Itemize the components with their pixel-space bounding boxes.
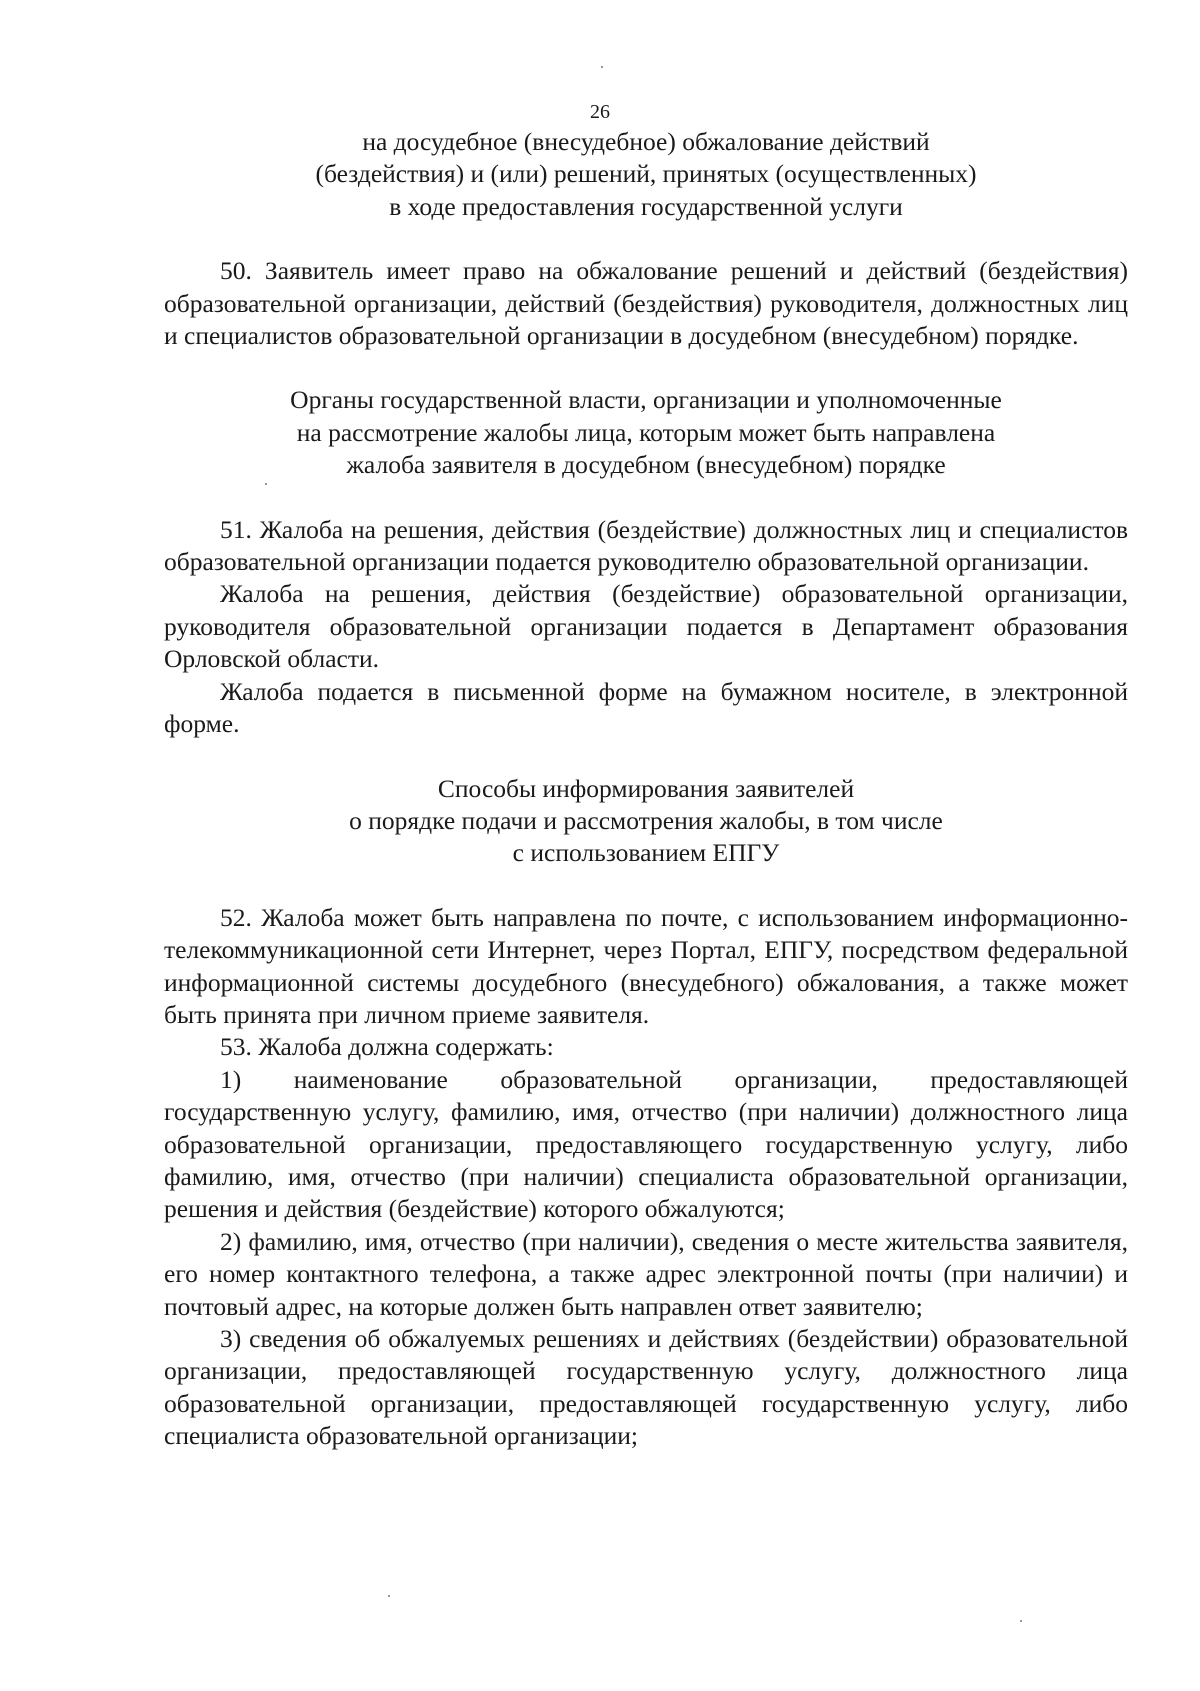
heading-line: Органы государственной власти, организации и уполномоченные <box>290 385 1002 415</box>
paragraph-53: 53. Жалоба должна содержать: <box>220 1032 554 1062</box>
heading-line: на рассмотрение жалобы лица, которым может быть направлена <box>296 417 996 447</box>
heading-line: в ходе предоставления государственной услуги <box>389 191 903 221</box>
section-heading-informing <box>164 773 1128 870</box>
paragraph-50: 50. Заявитель имеет право на обжалование решений и действий (бездействия) образовательной организации, действий (бездействия) руководителя, должностных лиц и специалистов образовательной организации в досудебном (внесудебном) порядке. <box>164 256 1128 351</box>
heading-line: жалоба заявителя в досудебном (внесудебном) порядке <box>346 450 946 480</box>
heading-line: (бездействия) и (или) решений, принятых (осуществленных) <box>315 159 977 189</box>
section-heading-authorities <box>164 384 1128 481</box>
list-item-2: 2) фамилию, имя, отчество (при наличии), сведения о месте жительства заявителя, его номер контактного телефона, а также адрес электронной почты (при наличии) и почтовый адрес, на которые должен быть направлен ответ заявителю; <box>164 1226 1128 1321</box>
paragraph-52: 52. Жалоба может быть направлена по почте, с использованием информационно-телекоммуникационной сети Интернет, через Портал, ЕПГУ, посредством федеральной информационной системы досудебного (внесудебного) обжалования, а также может быть принята при личном приеме заявителя. <box>164 902 1128 1029</box>
heading-line: на досудебное (внесудебное) обжалование действий <box>362 127 930 156</box>
scan-speck <box>388 1595 390 1597</box>
paragraph-51: 51. Жалоба на решения, действия (бездействие) должностных лиц и специалистов образовательной организации подается руководителю образовательной организации. <box>164 514 1128 577</box>
scan-speck <box>265 483 267 485</box>
scan-speck <box>1020 1620 1022 1622</box>
heading-line: с использованием ЕПГУ <box>512 838 780 868</box>
paragraph-51-part-3: Жалоба подается в письменной форме на бумажном носителе, в электронной форме. <box>164 676 1128 739</box>
list-item-3: 3) сведения об обжалуемых решениях и действиях (бездействии) образовательной организации, предоставляющей государственную услугу, должностного лица образовательной организации, предоставляющей государственную услугу, либо специалиста образовательной организации; <box>164 1324 1128 1451</box>
section-heading-appeal-rights <box>164 126 1128 223</box>
list-item-1: 1) наименование образовательной организации, предоставляющей государственную услугу, фамилию, имя, отчество (при наличии) должностного лица образовательной организации, предоставляющего государственную услугу, либо фамилию, имя, отчество (при наличии) специалиста образовательной организации, решения и действия (бездействие) которого обжалуются; <box>164 1064 1128 1224</box>
paragraph-51-part-2: Жалоба на решения, действия (бездействие) образовательной организации, руководителя образовательной организации подается в Департамент образования Орловской области. <box>164 579 1128 674</box>
scan-speck <box>601 66 603 68</box>
heading-line: Способы информирования заявителей <box>437 773 855 803</box>
heading-line: о порядке подачи и рассмотрения жалобы, в том числе <box>349 805 943 835</box>
page-number: 26 <box>590 101 610 123</box>
document-body <box>164 126 1128 1453</box>
